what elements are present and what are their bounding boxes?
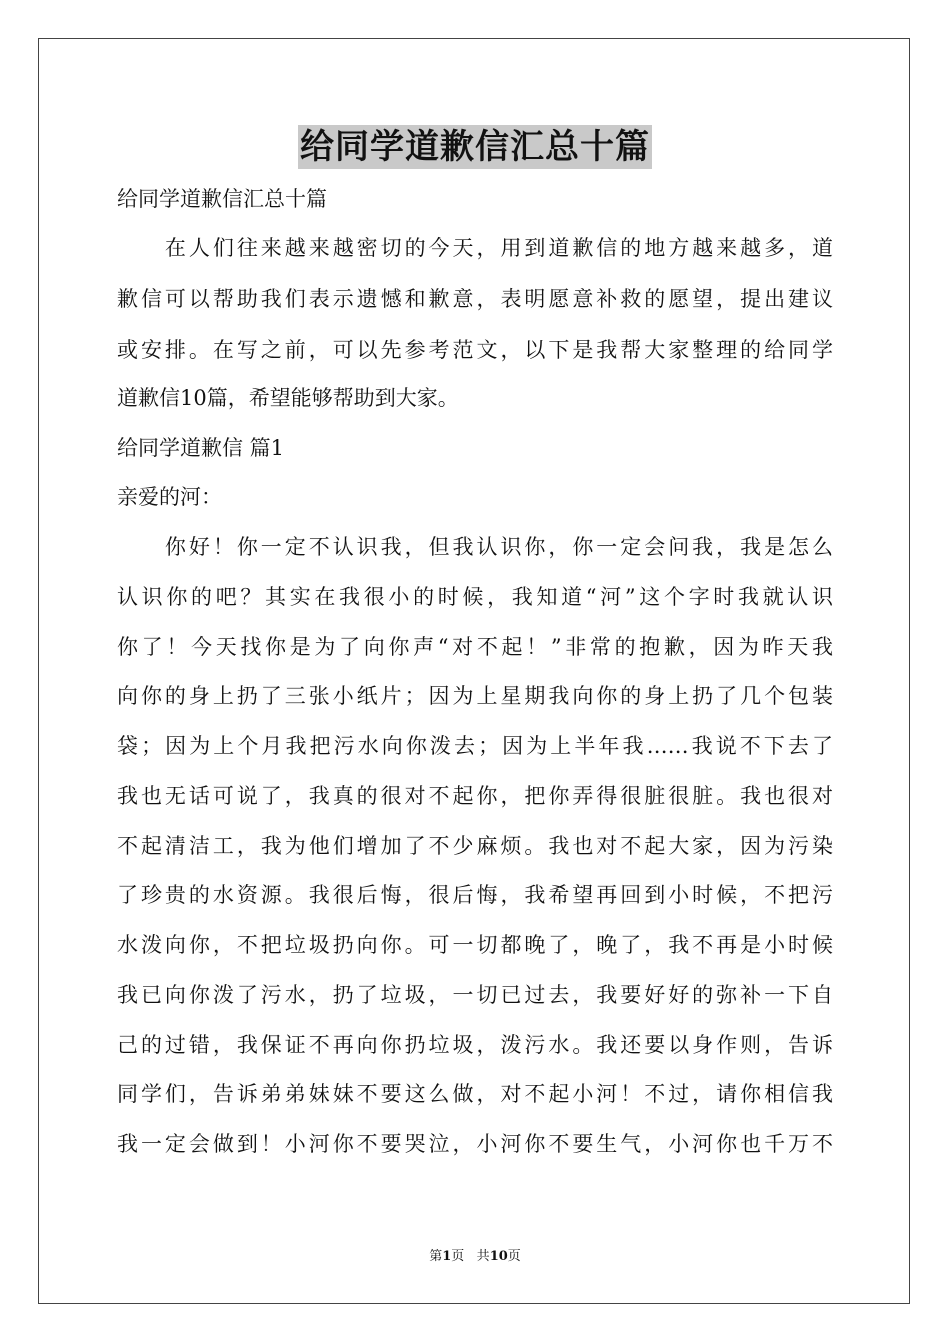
paragraph-line: 或安排。在写之前，可以先参考范文，以下是我帮大家整理的给同学 bbox=[117, 338, 833, 362]
section-heading: 给同学道歉信 篇1 bbox=[117, 436, 285, 460]
subtitle-line: 给同学道歉信汇总十篇 bbox=[117, 187, 327, 211]
page-suffix: 页 bbox=[451, 1249, 465, 1264]
paragraph-line: 歉信可以帮助我们表示遗憾和歉意，表明愿意补救的愿望，提出建议 bbox=[117, 287, 833, 311]
total-suffix: 页 bbox=[507, 1249, 521, 1264]
page-border bbox=[38, 38, 910, 1304]
salutation: 亲爱的河： bbox=[117, 485, 222, 509]
letter-line: 你了！今天找你是为了向你声“对不起！”非常的抱歉，因为昨天我 bbox=[117, 635, 833, 659]
letter-line: 水泼向你，不把垃圾扔向你。可一切都晚了，晚了，我不再是小时候 bbox=[117, 933, 833, 957]
letter-line: 向你的身上扔了三张小纸片；因为上星期我向你的身上扔了几个包装 bbox=[117, 684, 833, 708]
letter-line: 我已向你泼了污水，扔了垃圾，一切已过去，我要好好的弥补一下自 bbox=[117, 983, 833, 1007]
letter-line: 同学们，告诉弟弟妹妹不要这么做，对不起小河！不过，请你相信我 bbox=[117, 1082, 833, 1106]
paragraph-line: 道歉信10篇，希望能够帮助到大家。 bbox=[117, 386, 459, 410]
letter-line: 不起清洁工，我为他们增加了不少麻烦。我也对不起大家，因为污染 bbox=[117, 834, 833, 858]
letter-line: 了珍贵的水资源。我很后悔，很后悔，我希望再回到小时候，不把污 bbox=[117, 883, 833, 907]
letter-line: 己的过错，我保证不再向你扔垃圾，泼污水。我还要以身作则，告诉 bbox=[117, 1033, 833, 1057]
page-prefix: 第 bbox=[429, 1249, 443, 1264]
letter-line: 我也无话可说了，我真的很对不起你，把你弄得很脏很脏。我也很对 bbox=[117, 784, 833, 808]
letter-line: 袋；因为上个月我把污水向你泼去；因为上半年我……我说不下去了 bbox=[117, 734, 833, 758]
page-footer bbox=[0, 1248, 950, 1266]
letter-line: 我一定会做到！小河你不要哭泣，小河你不要生气，小河你也千万不 bbox=[117, 1132, 833, 1156]
page-total: 10 bbox=[489, 1249, 508, 1264]
document-title: 给同学道歉信汇总十篇 bbox=[300, 127, 650, 167]
letter-line: 认识你的吧？其实在我很小的时候，我知道“河”这个字时我就认识 bbox=[117, 585, 833, 609]
letter-line: 你好！你一定不认识我，但我认识你，你一定会问我，我是怎么 bbox=[117, 535, 833, 559]
page-current: 1 bbox=[442, 1249, 452, 1264]
total-prefix: 共 bbox=[476, 1249, 490, 1264]
document-title-wrap bbox=[0, 125, 950, 169]
paragraph-line: 在人们往来越来越密切的今天，用到道歉信的地方越来越多，道 bbox=[117, 236, 833, 260]
